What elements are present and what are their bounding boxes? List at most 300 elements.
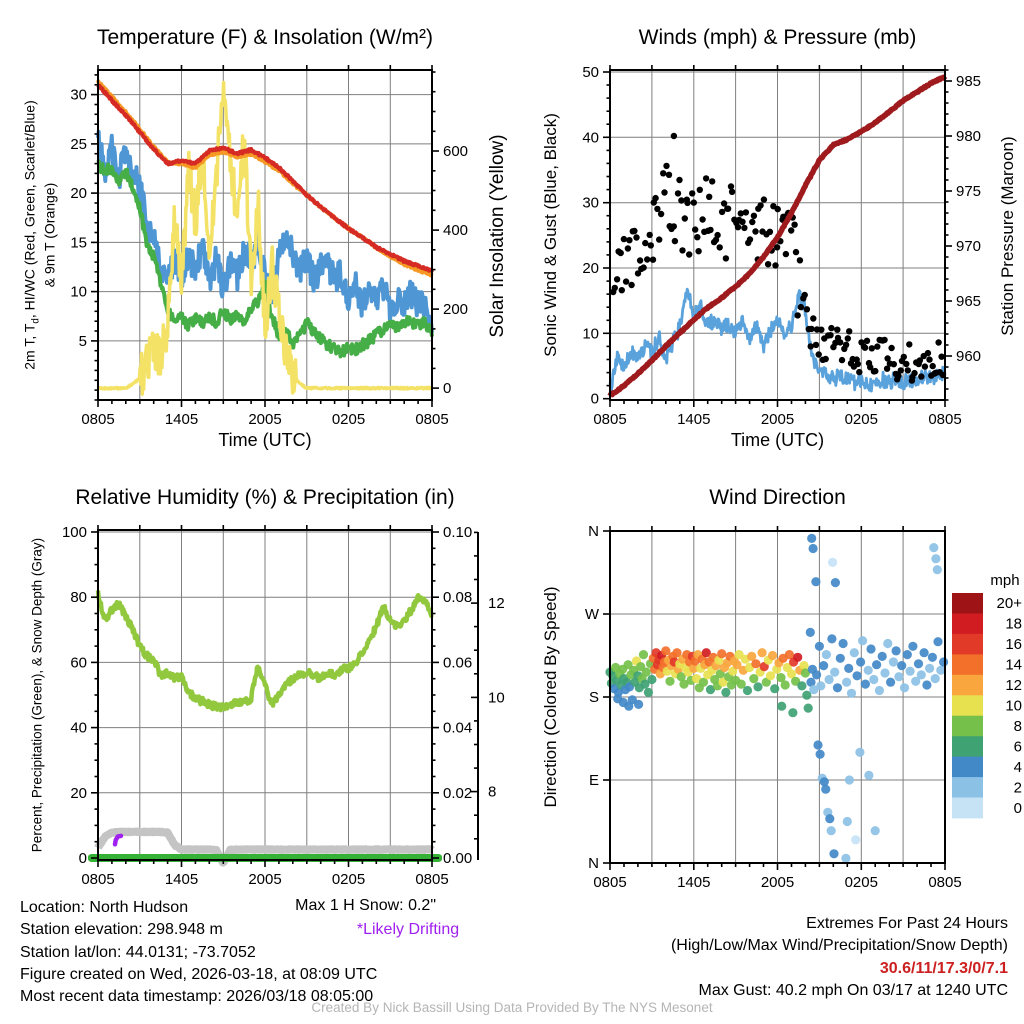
direction-points-dot [883, 639, 892, 648]
wind-gust-dot [845, 335, 851, 341]
wind-gust-dot [637, 257, 643, 263]
direction-points-dot [917, 670, 926, 679]
wind-gust-dot [846, 328, 852, 334]
extremes-title: Extremes For Past 24 Hours [806, 915, 1008, 932]
direction-points-dot [847, 689, 856, 698]
direction-points-dot [855, 748, 864, 757]
tick-label: 25 [70, 135, 87, 153]
wind-gust-dot [631, 228, 637, 234]
direction-points-dot [743, 686, 752, 695]
direction-points-dot [833, 683, 842, 692]
likely-drifting-note: *Likely Drifting [356, 921, 460, 938]
tick-label: 4 [1013, 758, 1022, 776]
wind-gust-dot [818, 327, 824, 333]
direction-points-dot [797, 681, 806, 690]
wind-gust-dot [903, 361, 909, 367]
chart-humidity-precip [62, 524, 505, 888]
gridlines [610, 531, 945, 863]
direction-points-dot [869, 675, 878, 684]
tick-label: 2005 [760, 874, 795, 891]
wind-gust-dot [922, 363, 928, 369]
direction-points-dot [925, 664, 934, 673]
wind-gust-max-dot [671, 133, 677, 139]
direction-points-dot [751, 659, 760, 668]
wind-gust-dot [706, 194, 712, 200]
chart2-right-axis-label: Station Pressure (Maroon) [998, 136, 1017, 336]
wind-gust-dot [728, 183, 734, 189]
wind-gust-dot [648, 242, 654, 248]
tick-label: 10 [488, 689, 505, 707]
chart4-title: Wind Direction [709, 486, 846, 509]
credit-line: Created By Nick Bassill Using Data Provided By The NYS Mesonet [311, 1000, 713, 1015]
wind-gust-dot [647, 232, 653, 238]
chart3-title: Relative Humidity (%) & Precipitation (in) [75, 486, 455, 509]
tick-label: 0805 [415, 411, 449, 428]
wind-gust-dot [658, 211, 664, 217]
direction-points-dot [845, 775, 854, 784]
chart-winds-pressure [582, 64, 981, 428]
axis-ticks [91, 525, 478, 867]
legend-swatch [952, 716, 983, 737]
direction-points-dot [811, 577, 820, 586]
wind-gust-dot [619, 287, 625, 293]
tick-label: 980 [956, 128, 982, 145]
direction-points-dot [892, 646, 901, 655]
wind-gust-dot [906, 341, 912, 347]
tick-label: 0.04 [443, 719, 473, 737]
direction-points-dot [933, 637, 942, 646]
wind-gust-dot [795, 312, 801, 318]
series-group [610, 76, 946, 396]
direction-points-dot [768, 651, 777, 660]
wind-gust-dot [697, 187, 703, 193]
wind-gust-dot [644, 256, 650, 262]
direction-points-dot [721, 688, 730, 697]
direction-points-dot [928, 653, 937, 662]
tick-label: 1405 [677, 411, 711, 428]
direction-points-dot [856, 657, 865, 666]
wind-gust-dot [661, 189, 667, 195]
wind-gust-dot [813, 342, 819, 348]
direction-points-dot [841, 854, 850, 863]
wind-gust-dot [898, 367, 904, 373]
extremes-subtitle: (High/Low/Max Wind/Precipitation/Snow Depth) [670, 937, 1008, 955]
direction-points-dot [858, 636, 867, 645]
tick-label: 20 [70, 784, 87, 802]
wind-gust-dot [663, 163, 669, 169]
direction-points-dot [850, 648, 859, 657]
figure-created: Figure created on Wed, 2026-03-18, at 08:09 UTC [20, 965, 378, 983]
wind-gust-dot [925, 350, 931, 356]
wind-gust-dot [798, 304, 804, 310]
tick-label: 960 [956, 348, 982, 365]
wind-gust-dot [640, 264, 646, 270]
wind-gust-dot [793, 249, 799, 255]
wind-gust-dot [757, 202, 763, 208]
tick-label: 6 [1013, 738, 1022, 756]
wind-gust-dot [695, 248, 701, 254]
direction-points-dot [753, 682, 762, 691]
wind-gust-dot [938, 354, 944, 360]
chart1-title: Temperature (F) & Insolation (W/m²) [96, 26, 434, 49]
direction-points-dot [809, 544, 818, 553]
tick-label: 12 [488, 595, 505, 613]
direction-points-dot [861, 680, 870, 689]
direction-points-dot [825, 675, 834, 684]
tick-label: 20 [70, 185, 87, 203]
tick-label: 0.00 [443, 850, 473, 868]
wind-gust-dot [652, 195, 658, 201]
tick-label: 100 [61, 523, 87, 541]
wind-gust-dot [775, 206, 781, 212]
wind-gust-dot [650, 257, 656, 263]
direction-points-dot [634, 700, 643, 709]
wind-gust-dot [905, 367, 911, 373]
direction-points-dot [906, 667, 915, 676]
chart4-y-axis-label: Direction (Colored By Speed) [541, 586, 560, 808]
direction-points-dot [843, 817, 852, 826]
tick-label: 1405 [164, 871, 199, 888]
direction-points-dot [788, 708, 797, 717]
wind-gust-dot [678, 197, 684, 203]
wind-gust-dot [874, 343, 880, 349]
tick-label: 1405 [677, 874, 711, 891]
extremes-values: 30.6/11/17.3/0/7.1 [879, 959, 1008, 977]
direction-points-dot [804, 704, 813, 713]
max-snow-note: Max 1 H Snow: 0.2" [295, 897, 436, 914]
wind-gust-dot [888, 345, 894, 351]
direction-points-dot [829, 849, 838, 858]
wind-gust-dot [872, 368, 878, 374]
tick-label: 5 [78, 332, 87, 350]
tick-label: 0.10 [443, 523, 473, 541]
direction-points-dot [872, 660, 881, 669]
wind-gust-dot [747, 236, 753, 242]
direction-points-dot [821, 785, 830, 794]
wind-gust-dot [682, 215, 688, 221]
tick-label: 40 [70, 719, 87, 737]
tick-label: 0 [443, 380, 452, 398]
tick-label: N [588, 523, 599, 540]
tick-label: 10 [1005, 697, 1022, 715]
wind-gust-dot [788, 227, 794, 233]
tick-label: 50 [582, 63, 599, 81]
wind-gust-dot [717, 244, 723, 250]
tick-label: 0 [1013, 799, 1022, 817]
direction-points-dot [665, 677, 674, 686]
direction-points-dot [813, 740, 822, 749]
wind-gust-dot [642, 240, 648, 246]
direction-points-dot [793, 653, 802, 662]
tick-label: 0 [590, 390, 599, 408]
chart2-x-axis-label: Time (UTC) [730, 430, 825, 450]
wind-gust-dot [901, 354, 907, 360]
wind-gust-dot [684, 200, 690, 206]
tick-label: mph [990, 572, 1020, 589]
wind-gust-dot [802, 292, 808, 298]
direction-points-dot [844, 664, 853, 673]
wind-gust-dot [739, 219, 745, 225]
wind-gust-dot [633, 234, 639, 240]
legend-swatch [952, 675, 983, 696]
tick-label: 20+ [996, 595, 1022, 613]
wind-gust-dot [751, 213, 757, 219]
direction-points-dot [886, 678, 895, 687]
tick-label: 10 [70, 283, 87, 301]
tick-label: 0805 [81, 871, 115, 888]
legend-swatch [952, 614, 983, 635]
direction-points-dot [777, 702, 786, 711]
wind-gust-dot [828, 325, 834, 331]
tick-label: 0805 [928, 874, 962, 891]
direction-points-dot [920, 648, 929, 657]
direction-points-dot [836, 654, 845, 663]
tick-label: 18 [1005, 615, 1022, 633]
wind-gust-dot [918, 373, 924, 379]
direction-points-dot [871, 826, 880, 835]
wind-gust-dot [862, 345, 868, 351]
chart3-y-axis-label: Percent, Precipitation (Green), & Snow Depth (Gray) [29, 537, 45, 853]
chart-temperature-insolation [70, 65, 468, 428]
speed-legend [952, 572, 1022, 818]
direction-points-dot [914, 659, 923, 668]
tick-label: 8 [488, 783, 497, 801]
wind-gust-dot [689, 190, 695, 196]
direction-points-dot [827, 634, 836, 643]
legend-swatch [952, 654, 983, 675]
direction-points-dot [828, 558, 837, 567]
tick-label: 600 [443, 143, 469, 161]
tick-label: 200 [443, 301, 469, 319]
wind-gust-dot [930, 363, 936, 369]
tick-label: E [588, 772, 599, 789]
tick-label: 965 [956, 293, 982, 310]
wind-gust-dot [676, 177, 682, 183]
wind-gust-dot [621, 236, 627, 242]
direction-points-dot [807, 534, 816, 543]
wind-gust-dot [741, 225, 747, 231]
wind-gust-dot [864, 338, 870, 344]
tick-label: 0805 [415, 871, 449, 888]
data-timestamp: Most recent data timestamp: 2026/03/18 08:05:00 [20, 988, 374, 1006]
gridlines [98, 530, 432, 860]
wind-gust-dot [625, 245, 631, 251]
wind-gust-dot [911, 370, 917, 376]
wind-gust-dot [735, 224, 741, 230]
wind-gust-dot [626, 237, 632, 243]
wind-gust-dot [628, 282, 634, 288]
direction-points-dot [931, 674, 940, 683]
wind-gust-dot [761, 196, 767, 202]
legend-swatch [952, 798, 983, 819]
tick-label: 2005 [248, 411, 282, 428]
legend-swatch [952, 777, 983, 798]
direction-points-dot [933, 565, 942, 574]
tick-label: 10 [582, 325, 599, 343]
tick-label: 0.08 [443, 589, 473, 607]
direction-points-dot [851, 835, 860, 844]
tick-label: 2005 [760, 411, 795, 428]
direction-points-dot [822, 650, 831, 659]
chart1-y-axis-label: 2m T, $T_d$, HI/WC (Red, Green, Scarlet/Blue) & 9m T (Orange) [21, 100, 58, 370]
wind-gust-dot [692, 226, 698, 232]
direction-points-dot [830, 668, 839, 677]
tick-label: 12 [1005, 677, 1022, 695]
tick-label: 970 [956, 238, 982, 255]
direction-points-dot [758, 648, 767, 657]
wind-gust-dot [725, 206, 731, 212]
wind-gust-dot [843, 342, 849, 348]
direction-points-dot [825, 814, 834, 823]
tick-label: 1405 [164, 411, 199, 428]
direction-points-dot [864, 666, 873, 675]
wind-gust-dot [671, 223, 677, 229]
wind-gust-dot [816, 351, 822, 357]
direction-points-dot [819, 661, 828, 670]
direction-points-dot [903, 650, 912, 659]
chart-wind-direction [585, 523, 1022, 891]
direction-points-dot [812, 670, 821, 679]
direction-points-dot [644, 688, 653, 697]
wind-gust-dot [666, 172, 672, 178]
tick-label: 0205 [331, 871, 366, 888]
direction-points-dot [922, 680, 931, 689]
tick-label: 20 [582, 260, 599, 277]
tick-label: 0805 [593, 874, 627, 891]
wind-gust-dot [660, 170, 666, 176]
wind-gust-dot [791, 222, 797, 228]
tick-label: 60 [70, 654, 87, 672]
direction-points-dot [853, 671, 862, 680]
wind-gust-dot [723, 255, 729, 261]
likely-drifting-mark [115, 836, 121, 844]
tick-label: 0205 [331, 411, 366, 428]
chart1-right-axis-label: Solar Insolation (Yellow) [487, 134, 508, 338]
axis-ticks [603, 526, 945, 870]
wind-gust-dot [839, 357, 845, 363]
wind-gust-dot [675, 190, 681, 196]
direction-points-dot [839, 639, 848, 648]
wind-gust-dot [694, 234, 700, 240]
tick-label: 80 [70, 589, 87, 607]
wind-gust-dot [703, 175, 709, 181]
tick-label: 400 [443, 222, 469, 240]
wind-gust-dot [691, 199, 697, 205]
tick-label: 0.02 [443, 784, 473, 802]
direction-points-dot [931, 554, 940, 563]
direction-points-dot [894, 672, 903, 681]
wind-gust-dot [935, 339, 941, 345]
direction-points-dot [647, 675, 656, 684]
tick-label: 0205 [844, 411, 878, 428]
tick-label: 8 [1013, 717, 1022, 735]
wind-gust-dot [856, 369, 862, 375]
direction-points-dot [897, 661, 906, 670]
legend-swatch [952, 757, 983, 778]
tick-label: 2 [1013, 779, 1022, 797]
wind-gust-dot [612, 285, 618, 291]
legend-swatch [952, 736, 983, 757]
tick-label: 16 [1005, 636, 1022, 654]
tick-label: 0805 [81, 411, 115, 428]
wind-gust-dot [729, 189, 735, 195]
tick-label: 0 [78, 850, 87, 868]
wind-gust-dot [714, 232, 720, 238]
station-elevation: Station elevation: 298.948 m [20, 921, 223, 939]
tick-label: 30 [70, 86, 87, 104]
legend-swatch [952, 593, 983, 614]
wind-gust-dot [752, 228, 758, 234]
tick-label: 0205 [844, 874, 878, 891]
direction-points-dot [781, 680, 790, 689]
wind-gust-dot [672, 238, 678, 244]
chart2-title: Winds (mph) & Pressure (mb) [638, 26, 917, 49]
tick-label: 0.06 [443, 654, 473, 672]
station-location: Location: North Hudson [20, 899, 189, 916]
wind-gust-dot [926, 356, 932, 362]
wind-gust-dot [686, 251, 692, 257]
wind-gust-dot [834, 327, 840, 333]
tick-label: 14 [1005, 656, 1022, 674]
direction-points-dot [806, 628, 815, 637]
wind-gust-dot [881, 337, 887, 343]
direction-points-dot [816, 750, 825, 759]
wind-gust-dot [772, 262, 778, 268]
chart2-y-axis-label: Sonic Wind & Gust (Blue, Black) [541, 113, 560, 357]
wind-gust-dot [783, 251, 789, 257]
direction-points-dot [880, 668, 889, 677]
direction-points-dot [642, 668, 651, 677]
direction-points-dot [866, 644, 875, 653]
direction-points-dot [939, 657, 948, 666]
wind-gust-dot [823, 356, 829, 362]
max-gust-note: Max Gust: 40.2 mph On 03/17 at 1240 UTC [698, 981, 1008, 999]
wind-gust-dot [808, 326, 814, 332]
wind-gust-dot [797, 257, 803, 263]
tick-label: 0805 [593, 411, 627, 428]
direction-points-dot [908, 642, 917, 651]
direction-points-dot [929, 543, 938, 552]
wind-gust-dot [699, 216, 705, 222]
legend-swatch [952, 695, 983, 716]
direction-points-dot [878, 652, 887, 661]
wind-gust-dot [654, 206, 660, 212]
legend-swatch [952, 634, 983, 655]
wind-gust-dot [749, 219, 755, 225]
wind-gust-dot [855, 361, 861, 367]
series-group [605, 534, 948, 863]
wind-gust-dot [837, 339, 843, 345]
tick-label: W [584, 606, 599, 623]
tick-label: 15 [70, 234, 87, 252]
direction-points-dot [889, 657, 898, 666]
chart1-x-axis-label: Time (UTC) [218, 430, 312, 450]
wind-gust-dot [743, 209, 749, 215]
direction-points-dot [900, 683, 909, 692]
tick-label: N [588, 855, 599, 872]
direction-points-dot [875, 686, 884, 695]
wind-gust-dot [810, 315, 816, 321]
wind-gust-dot [709, 178, 715, 184]
wind-gust-dot [765, 261, 771, 267]
direction-points-dot [864, 771, 873, 780]
wind-gust-dot [767, 229, 773, 235]
wind-gust-dot [618, 250, 624, 256]
tick-label: 2005 [248, 871, 282, 888]
direction-points-dot [770, 684, 779, 693]
direction-points-dot [842, 678, 851, 687]
direction-points-dot [831, 578, 840, 587]
